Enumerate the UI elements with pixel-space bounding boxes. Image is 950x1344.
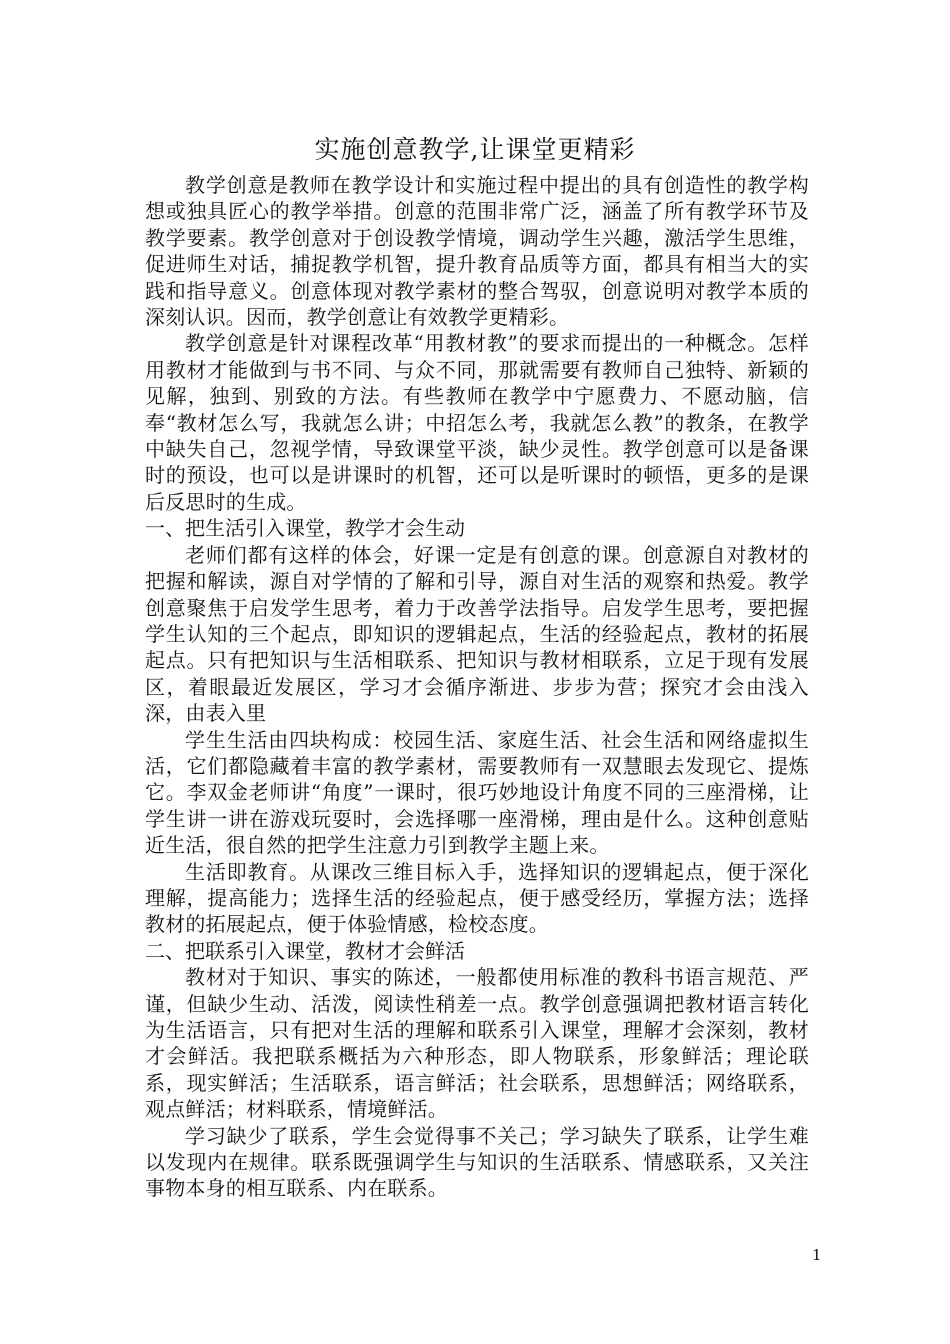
paragraph-section1-b: 学生生活由四块构成：校园生活、家庭生活、社会生活和网络虚拟生活，它们都隐藏着丰富的教学素材，需要教师有一双慧眼去发现它、提炼它。李双金老师讲“角度”一课时，很巧妙地设计角度不同的三座滑梯，让学生讲一讲在游戏玩耍时，会选择哪一座滑梯，理由是什么。这种创意贴近生活，很自然的把学生注意力引到教学主题上来。 [145,727,809,858]
document-body [145,172,809,1202]
paragraph-section1-c: 生活即教育。从课改三维目标入手，选择知识的逻辑起点，便于深化理解，提高能力；选择生活的经验起点，便于感受经历，掌握方法；选择教材的拓展起点，便于体验情感，检校态度。 [145,859,809,937]
paragraph-section2-b: 学习缺少了联系，学生会觉得事不关己；学习缺失了联系，让学生难以发现内在规律。联系既强调学生与知识的生活联系、情感联系，又关注事物本身的相互联系、内在联系。 [145,1123,809,1201]
paragraph-concept: 教学创意是针对课程改革“用教材教”的要求而提出的一种概念。怎样用教材才能做到与书不同、与众不同，那就需要有教师自己独特、新颖的见解，独到、别致的方法。有些教师在教学中宁愿费力、不愿动脑，信奉“教材怎么写，我就怎么讲；中招怎么考，我就怎么教”的教条，在教学中缺失自己，忽视学情，导致课堂平淡，缺少灵性。教学创意可以是备课时的预设，也可以是讲课时的机智，还可以是听课时的顿悟，更多的是课后反思时的生成。 [145,331,809,514]
document-title: 实施创意教学,让课堂更精彩 [314,135,636,164]
paragraph-section1-a: 老师们都有这样的体会，好课一定是有创意的课。创意源自对教材的把握和解读，源自对学情的了解和引导，源自对生活的观察和热爱。教学创意聚焦于启发学生思考，着力于改善学法指导。启发学生思考，要把握学生认知的三个起点，即知识的逻辑起点，生活的经验起点，教材的拓展起点。只有把知识与生活相联系、把知识与教材相联系，立足于现有发展区，着眼最近发展区，学习才会循序渐进、步步为营；探究才会由浅入深，由表入里 [145,542,809,726]
section-heading-2: 二、把联系引入课堂，教材才会鲜活 [145,938,465,963]
page-number: 1 [812,1246,822,1264]
section-heading-1: 一、把生活引入课堂，教学才会生动 [145,516,465,541]
paragraph-section2-a: 教材对于知识、事实的陈述，一般都使用标准的教科书语言规范、严谨，但缺少生动、活泼，阅读性稍差一点。教学创意强调把教材语言转化为生活语言，只有把对生活的理解和联系引入课堂，理解才会深刻，教材才会鲜活。我把联系概括为六种形态，即人物联系，形象鲜活；理论联系，现实鲜活；生活联系，语言鲜活；社会联系，思想鲜活；网络联系，观点鲜活；材料联系，情境鲜活。 [145,965,809,1122]
paragraph-intro: 教学创意是教师在教学设计和实施过程中提出的具有创造性的教学构想或独具匠心的教学举措。创意的范围非常广泛，涵盖了所有教学环节及教学要素。教学创意对于创设教学情境，调动学生兴趣，激活学生思维，促进师生对话，捕捉教学机智，提升教育品质等方面，都具有相当大的实践和指导意义。创意体现对教学素材的整合驾驭，创意说明对教学本质的深刻认识。因而，教学创意让有效教学更精彩。 [145,173,809,330]
